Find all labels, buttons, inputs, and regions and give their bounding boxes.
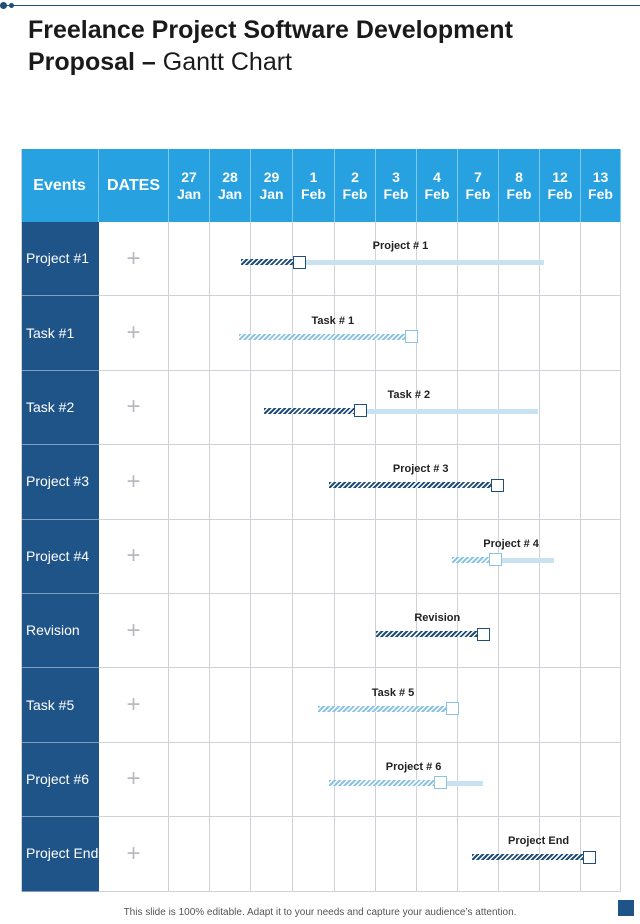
grid-cell (293, 594, 335, 668)
grid-cell (581, 668, 621, 742)
grid-cell (417, 817, 458, 891)
event-label-6: Task #5 (21, 668, 99, 742)
grid-cell (210, 371, 251, 445)
footer-note: This slide is 100% editable. Adapt it to your needs and capture your audience’s attention. (123, 907, 517, 918)
grid-cell (458, 296, 499, 370)
add-date-button-2[interactable]: + (99, 371, 169, 445)
grid-cell (169, 668, 210, 742)
milestone-marker-5[interactable] (477, 628, 490, 641)
add-date-button-5[interactable]: + (99, 594, 169, 668)
add-date-button-6[interactable]: + (99, 668, 169, 742)
task-label-1: Task # 1 (311, 314, 355, 327)
completed-bar-0 (241, 259, 299, 265)
grid-cell (499, 743, 540, 817)
grid-cell (293, 817, 335, 891)
completed-bar-2 (264, 408, 360, 414)
event-label-8: Project End (21, 817, 99, 891)
grid-cell (169, 817, 210, 891)
add-date-button-1[interactable]: + (99, 296, 169, 370)
header-date-6: 4 Feb (417, 149, 458, 222)
add-date-button-7[interactable]: + (99, 743, 169, 817)
grid-cell (169, 520, 210, 594)
grid-cell (581, 594, 621, 668)
milestone-marker-4[interactable] (489, 553, 502, 566)
header-date-2: 29 Jan (251, 149, 293, 222)
add-date-button-0[interactable]: + (99, 222, 169, 296)
milestone-marker-0[interactable] (293, 256, 306, 269)
grid-cell (169, 222, 210, 296)
grid-cell (417, 296, 458, 370)
event-label-3: Project #3 (21, 445, 99, 519)
header-date-9: 12 Feb (540, 149, 581, 222)
header-events: Events (21, 149, 99, 222)
grid-cell (169, 371, 210, 445)
grid-cell (540, 222, 581, 296)
header-date-3: 1 Feb (293, 149, 335, 222)
add-date-button-4[interactable]: + (99, 520, 169, 594)
grid-cell (169, 445, 210, 519)
event-label-2: Task #2 (21, 371, 99, 445)
event-label-0: Project #1 (21, 222, 99, 296)
event-label-7: Project #6 (21, 743, 99, 817)
grid-cell (293, 520, 335, 594)
header-date-10: 13 Feb (581, 149, 621, 222)
grid-cell (251, 817, 293, 891)
grid-cell (540, 743, 581, 817)
grid-cell (581, 445, 621, 519)
header-date-0: 27 Jan (169, 149, 210, 222)
completed-bar-7 (329, 780, 440, 786)
task-label-5: Revision (414, 612, 461, 625)
progress-line-4 (495, 558, 554, 563)
completed-bar-6 (318, 706, 452, 712)
milestone-marker-2[interactable] (354, 404, 367, 417)
task-label-4: Project # 4 (483, 537, 539, 550)
grid-cell (581, 371, 621, 445)
grid-cell (169, 296, 210, 370)
title-sub: Gantt Chart (162, 48, 293, 76)
event-label-5: Revision (21, 594, 99, 668)
grid-cell (251, 743, 293, 817)
task-label-0: Project # 1 (372, 240, 429, 253)
grid-cell (540, 668, 581, 742)
grid-cell (251, 668, 293, 742)
completed-bar-3 (329, 482, 497, 488)
add-date-button-3[interactable]: + (99, 445, 169, 519)
title-main: Freelance Project Software Development Proposal (28, 16, 513, 76)
grid-cell (335, 817, 376, 891)
milestone-marker-6[interactable] (446, 702, 459, 715)
grid-cell (540, 371, 581, 445)
milestone-marker-3[interactable] (491, 479, 504, 492)
grid-cell (540, 296, 581, 370)
grid-cell (540, 445, 581, 519)
grid-cell (210, 743, 251, 817)
grid-cell (458, 668, 499, 742)
grid-cell (540, 594, 581, 668)
grid-cell (335, 520, 376, 594)
header-date-1: 28 Jan (210, 149, 251, 222)
add-date-button-8[interactable]: + (99, 817, 169, 891)
grid-cell (499, 296, 540, 370)
task-label-8: Project End (508, 835, 570, 848)
header-date-7: 7 Feb (458, 149, 499, 222)
completed-bar-8 (472, 854, 589, 860)
grid-cell (376, 817, 417, 891)
task-label-3: Project # 3 (392, 463, 449, 476)
task-label-2: Task # 2 (387, 388, 431, 401)
milestone-marker-1[interactable] (405, 330, 418, 343)
grid-cell (581, 520, 621, 594)
grid-cell (210, 817, 251, 891)
grid-cell (169, 594, 210, 668)
title-dash: – (134, 48, 163, 76)
grid-border (21, 149, 22, 892)
grid-cell (499, 445, 540, 519)
corner-square (618, 900, 634, 916)
milestone-marker-8[interactable] (583, 851, 596, 864)
grid-cell (581, 222, 621, 296)
header-date-4: 2 Feb (335, 149, 376, 222)
header-dates: DATES (99, 149, 169, 222)
milestone-marker-7[interactable] (434, 776, 447, 789)
grid-cell (210, 520, 251, 594)
header-date-8: 8 Feb (499, 149, 540, 222)
task-label-7: Project # 6 (385, 760, 442, 773)
grid-cell (376, 520, 417, 594)
grid-cell (335, 594, 376, 668)
event-label-1: Task #1 (21, 296, 99, 370)
grid-cell (210, 668, 251, 742)
grid-cell (169, 743, 210, 817)
completed-bar-1 (239, 334, 411, 340)
header-date-5: 3 Feb (376, 149, 417, 222)
grid-cell (251, 445, 293, 519)
grid-cell (581, 296, 621, 370)
grid-cell (581, 743, 621, 817)
grid-cell (251, 594, 293, 668)
grid-cell (210, 594, 251, 668)
grid-cell (499, 668, 540, 742)
completed-bar-5 (376, 631, 483, 637)
grid-cell (210, 445, 251, 519)
progress-line-0 (299, 260, 544, 265)
progress-line-2 (360, 409, 538, 414)
task-label-6: Task # 5 (371, 686, 415, 699)
grid-cell (251, 520, 293, 594)
grid-cell (499, 594, 540, 668)
event-label-4: Project #4 (21, 520, 99, 594)
